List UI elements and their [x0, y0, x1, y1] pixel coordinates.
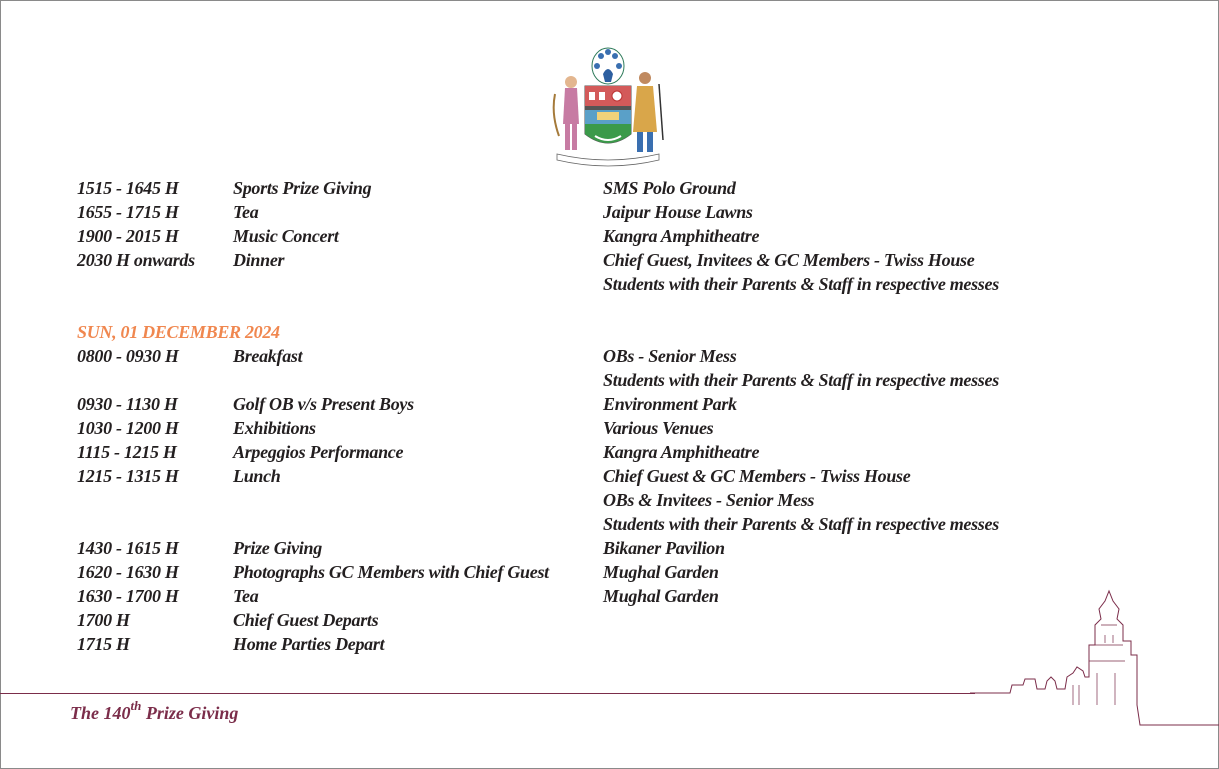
schedule-row-day1-1 — [0, 176, 1219, 200]
event-name: Golf OB v/s Present Boys — [233, 394, 414, 414]
schedule-row-day2-7 — [0, 560, 1219, 584]
event-time: 1115 - 1215 H — [77, 442, 177, 462]
school-crest-emblem — [545, 44, 671, 168]
event-venue: Mughal Garden — [603, 562, 719, 582]
schedule-row-day2-6 — [0, 536, 1219, 560]
event-time: 1430 - 1615 H — [77, 538, 179, 558]
footer-ordinal: th — [130, 698, 142, 713]
event-time: 1715 H — [77, 634, 130, 654]
event-time: 1655 - 1715 H — [77, 202, 179, 222]
event-venue: Kangra Amphitheatre — [603, 226, 760, 246]
event-venue: Students with their Parents & Staff in respective messes — [603, 370, 999, 390]
event-time: 1630 - 1700 H — [77, 586, 179, 606]
event-name: Arpeggios Performance — [233, 442, 404, 462]
event-time: 0930 - 1130 H — [77, 394, 178, 414]
event-venue: Various Venues — [603, 418, 714, 438]
event-venue: Mughal Garden — [603, 586, 719, 606]
event-name: Sports Prize Giving — [233, 178, 372, 198]
event-venue: Students with their Parents & Staff in respective messes — [603, 274, 999, 294]
event-name: Home Parties Depart — [233, 634, 385, 654]
day2-date-heading: SUN, 01 DECEMBER 2024 — [77, 322, 280, 342]
event-venue: OBs & Invitees - Senior Mess — [603, 490, 815, 510]
event-venue: Kangra Amphitheatre — [603, 442, 760, 462]
event-venue: Bikaner Pavilion — [603, 538, 725, 558]
schedule-row-day2-1-cont — [0, 368, 1219, 392]
event-name: Tea — [233, 586, 259, 606]
event-venue: Chief Guest, Invitees & GC Members - Twiss House — [603, 250, 975, 270]
schedule-row-day2-5-cont2 — [0, 512, 1219, 536]
event-time: 1030 - 1200 H — [77, 418, 179, 438]
event-name: Exhibitions — [233, 418, 316, 438]
event-venue: Chief Guest & GC Members - Twiss House — [603, 466, 911, 486]
schedule-row-day2-1 — [0, 344, 1219, 368]
event-venue: Environment Park — [603, 394, 737, 414]
event-name: Prize Giving — [233, 538, 322, 558]
event-name: Chief Guest Departs — [233, 610, 379, 630]
event-venue: Students with their Parents & Staff in respective messes — [603, 514, 999, 534]
event-venue: OBs - Senior Mess — [603, 346, 737, 366]
event-name: Music Concert — [233, 226, 339, 246]
schedule-row-day1-4 — [0, 248, 1219, 272]
event-time: 2030 H onwards — [77, 250, 195, 270]
event-time: 0800 - 0930 H — [77, 346, 179, 366]
event-name: Breakfast — [233, 346, 303, 366]
event-time: 1700 H — [77, 610, 130, 630]
schedule-row-day2-5 — [0, 464, 1219, 488]
schedule-row-day1-2 — [0, 200, 1219, 224]
footer-divider — [0, 693, 975, 694]
footer-prefix: The 140 — [70, 703, 131, 723]
event-name: Dinner — [233, 250, 285, 270]
schedule-row-day2-3 — [0, 416, 1219, 440]
event-venue: Jaipur House Lawns — [603, 202, 753, 222]
event-venue: SMS Polo Ground — [603, 178, 736, 198]
event-time: 1900 - 2015 H — [77, 226, 179, 246]
event-name: Tea — [233, 202, 259, 222]
footer-title — [70, 700, 238, 724]
schedule-row-day2-4 — [0, 440, 1219, 464]
schedule-row-day2-2 — [0, 392, 1219, 416]
schedule-row-day1-3 — [0, 224, 1219, 248]
event-time: 1515 - 1645 H — [77, 178, 179, 198]
event-name: Photographs GC Members with Chief Guest — [233, 562, 549, 582]
event-name: Lunch — [233, 466, 281, 486]
schedule-row-day1-4-cont — [0, 272, 1219, 296]
event-time: 1215 - 1315 H — [77, 466, 179, 486]
schedule-row-day2-5-cont — [0, 488, 1219, 512]
footer-suffix: Prize Giving — [141, 703, 239, 723]
castle-skyline-illustration — [965, 585, 1219, 730]
event-time: 1620 - 1630 H — [77, 562, 179, 582]
